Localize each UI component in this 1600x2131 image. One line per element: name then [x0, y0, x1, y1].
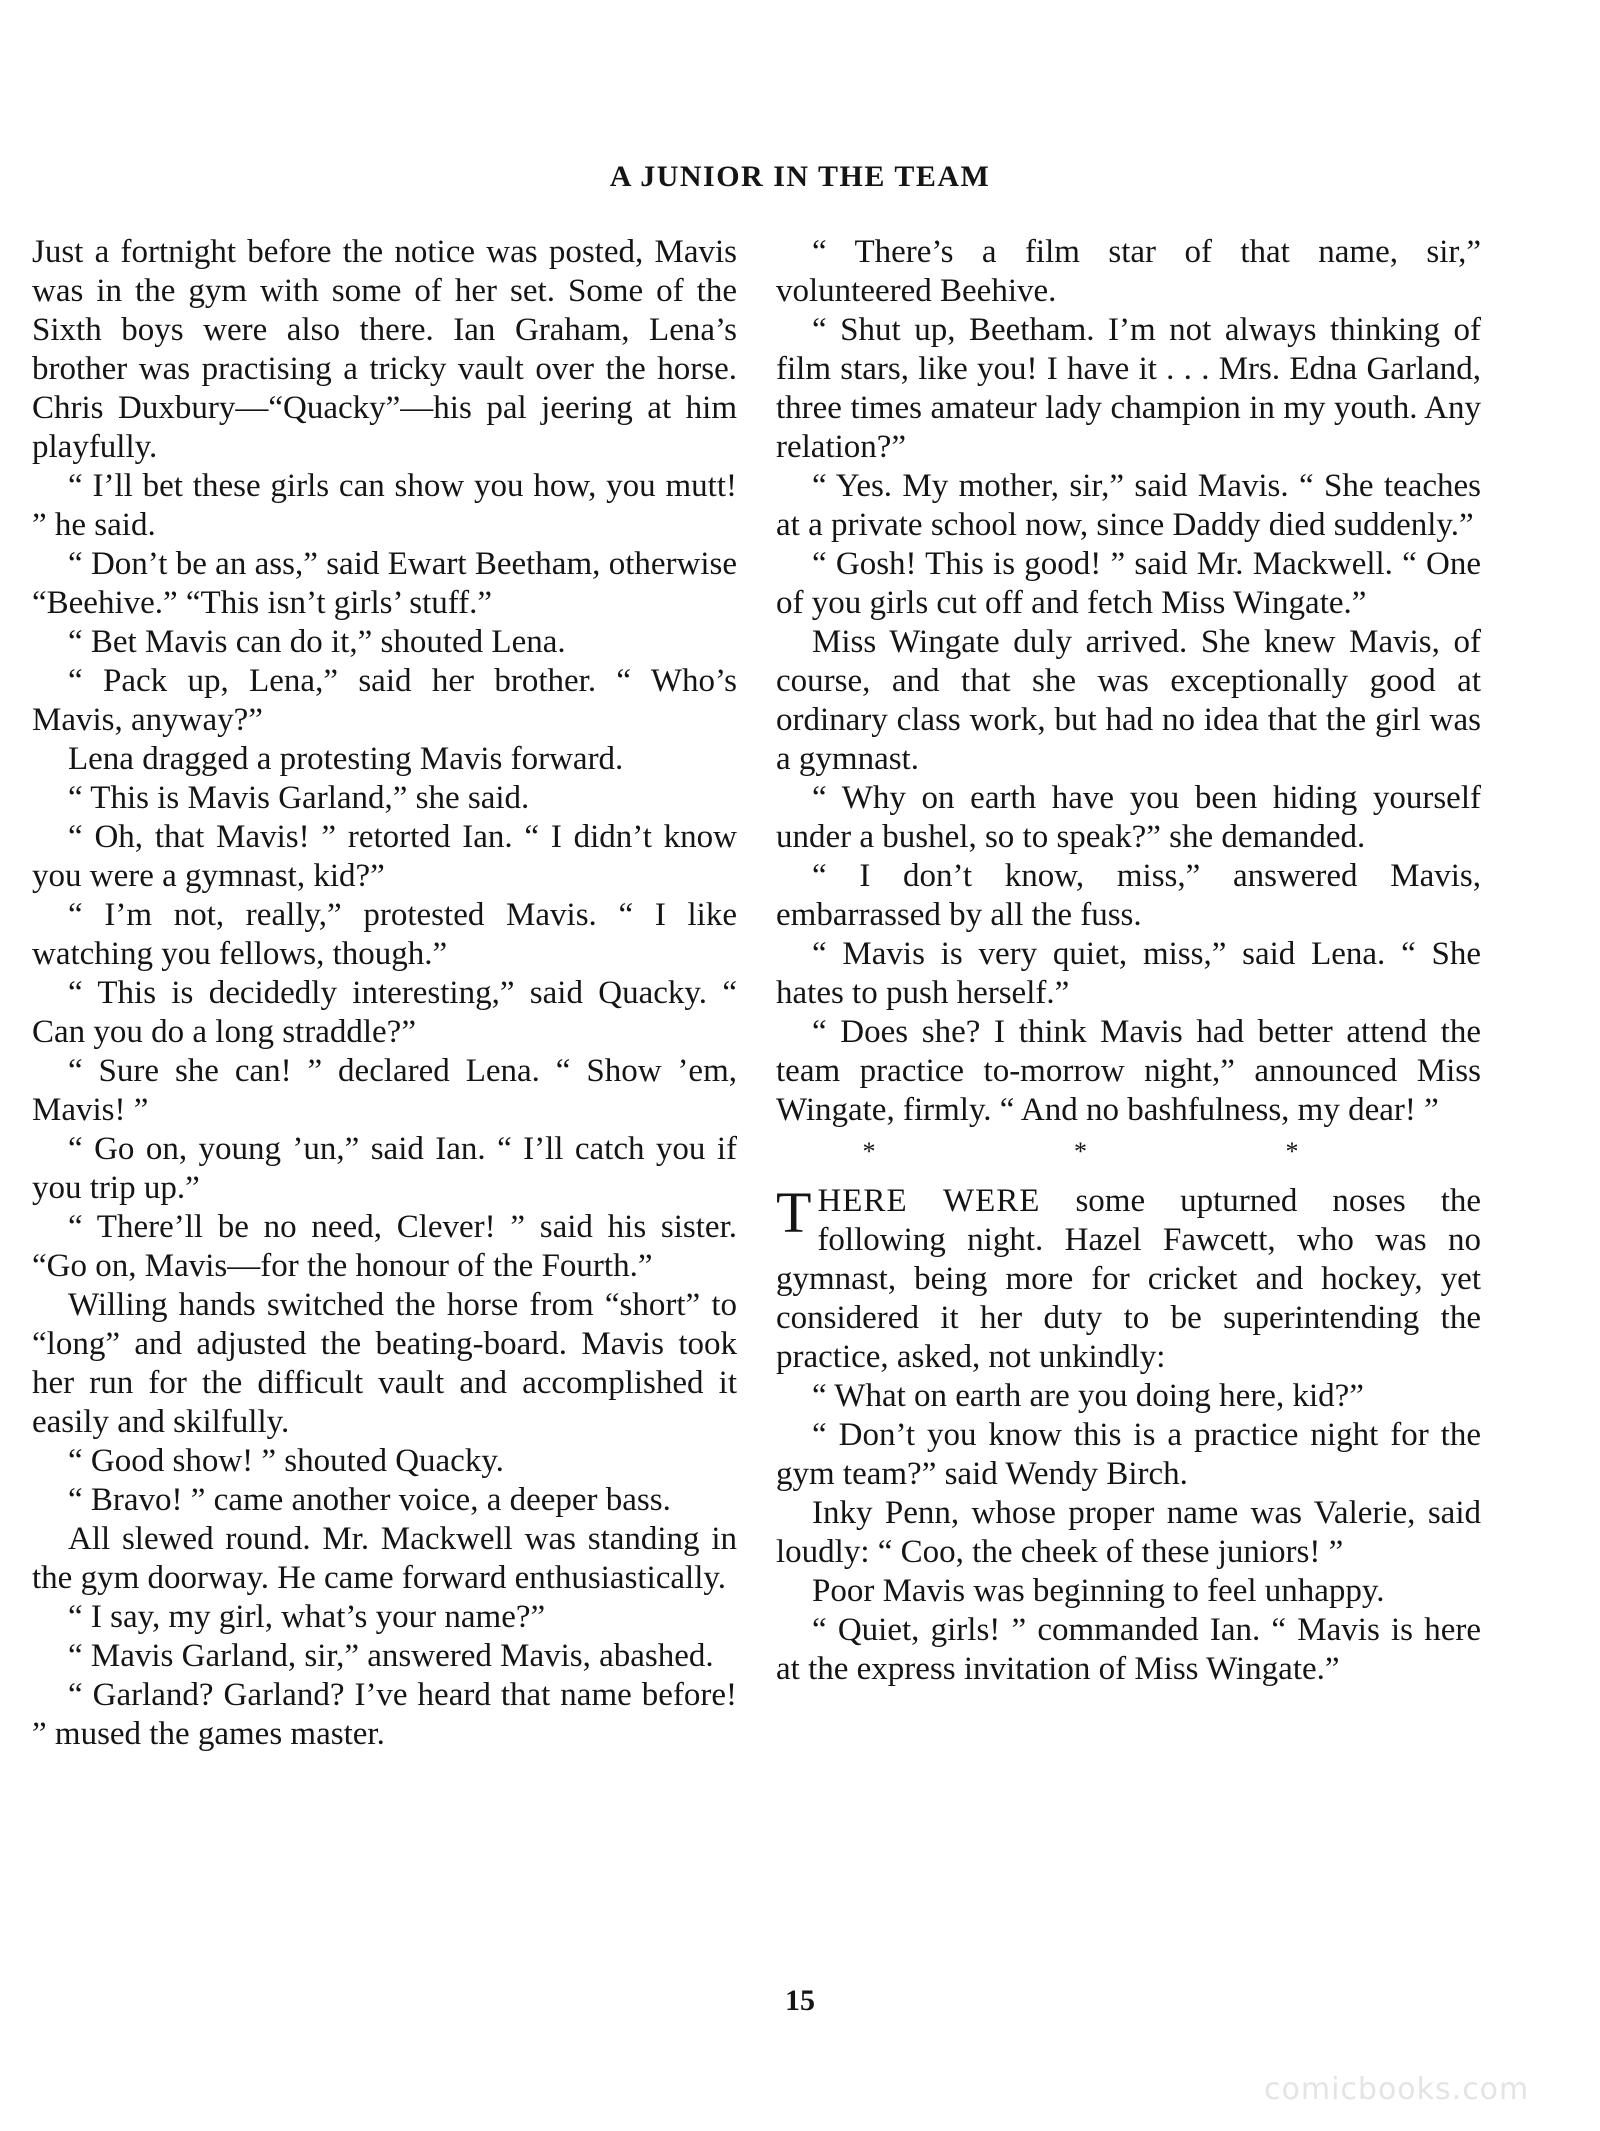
paragraph: “ There’ll be no need, Clever! ” said his sister. “Go on, Mavis—for the honour of the Fourth.” — [32, 1209, 737, 1284]
paragraph: “ Oh, that Mavis! ” retorted Ian. “ I didn’t know you were a gymnast, kid?” — [32, 819, 737, 894]
paragraph: Just a fortnight before the notice was posted, Mavis was in the gym with some of her set. Some of the Sixth boys were also there. Ian Graham, Lena’s brother was practising a tricky vault over the horse. Chris Duxbury—“Quacky”—his pal jeering at him playfully. — [32, 234, 737, 465]
paragraph: “ I don’t know, miss,” answered Mavis, embarrassed by all the fuss. — [776, 858, 1481, 933]
paragraph: “ This is decidedly interesting,” said Quacky. “ Can you do a long straddle?” — [32, 975, 737, 1050]
paragraph: “ Shut up, Beetham. I’m not always thinking of film stars, like you! I have it . . . Mrs. Edna Garland, three times amateur lady champion in my youth. Any relation?” — [776, 312, 1481, 465]
right-column — [776, 233, 1481, 1689]
paragraph: “ Sure she can! ” declared Lena. “ Show ’em, Mavis! ” — [32, 1053, 737, 1128]
paragraph: “ There’s a film star of that name, sir,” volunteered Beehive. — [776, 234, 1481, 309]
paragraph: “ Why on earth have you been hiding yourself under a bushel, so to speak?” she demanded. — [776, 780, 1481, 855]
paragraph: “ I say, my girl, what’s your name?” — [68, 1599, 546, 1635]
paragraph: “ Go on, young ’un,” said Ian. “ I’ll catch you if you trip up.” — [32, 1131, 737, 1206]
watermark: comicbooks.com — [1264, 2072, 1530, 2107]
paragraph: “ Good show! ” shouted Quacky. — [68, 1443, 504, 1479]
paragraph: Willing hands switched the horse from “short” to “long” and adjusted the beating-board. Mavis took her run for the difficult vault and accomplished it easily and skilfully. — [32, 1287, 737, 1440]
opening-paragraph — [776, 1182, 1481, 1377]
left-column — [32, 233, 737, 1754]
paragraph: “ What on earth are you doing here, kid?” — [812, 1378, 1364, 1414]
paragraph: “ Does she? I think Mavis had better attend the team practice to-morrow night,” announced Miss Wingate, firmly. “ And no bashfulness, my dear! ” — [776, 1014, 1481, 1128]
paragraph: “ Bet Mavis can do it,” shouted Lena. — [68, 624, 566, 660]
section-break: * * * — [862, 1137, 1395, 1166]
small-caps-lead: HERE WERE — [817, 1183, 1041, 1219]
paragraph: “ I’m not, really,” protested Mavis. “ I like watching you fellows, though.” — [32, 897, 737, 972]
paragraph: “ Pack up, Lena,” said her brother. “ Who’s Mavis, anyway?” — [32, 663, 737, 738]
paragraph: Miss Wingate duly arrived. She knew Mavis, of course, and that she was exceptionally good at ordinary class work, but had no idea that the girl was a gymnast. — [776, 624, 1481, 777]
paragraph: “ Don’t be an ass,” said Ewart Beetham, otherwise “Beehive.” “This isn’t girls’ stuff.” — [32, 546, 737, 621]
paragraph: “ Mavis Garland, sir,” answered Mavis, abashed. — [68, 1638, 714, 1674]
paragraph: “ This is Mavis Garland,” she said. — [68, 780, 530, 816]
paragraph: “ Don’t you know this is a practice night for the gym team?” said Wendy Birch. — [776, 1417, 1481, 1492]
paragraph: “ I’ll bet these girls can show you how, you mutt! ” he said. — [32, 468, 737, 543]
page-number: 15 — [785, 1984, 815, 2017]
paragraph: Poor Mavis was beginning to feel unhappy. — [812, 1573, 1385, 1609]
paragraph: “ Quiet, girls! ” commanded Ian. “ Mavis is here at the express invitation of Miss Wingate.” — [776, 1612, 1481, 1687]
paragraph: All slewed round. Mr. Mackwell was standing in the gym doorway. He came forward enthusiastically. — [32, 1521, 737, 1596]
paragraph: “ Yes. My mother, sir,” said Mavis. “ She teaches at a private school now, since Daddy died suddenly.” — [776, 468, 1481, 543]
drop-cap: T — [776, 1180, 812, 1245]
paragraph: Lena dragged a protesting Mavis forward. — [68, 741, 624, 777]
opening-text: some upturned noses the following night. Hazel Fawcett, who was no gymnast, being more for cricket and hockey, yet considered it her duty to be superintending the practice, asked, not unkindly: — [776, 1183, 1482, 1375]
paragraph: “ Bravo! ” came another voice, a deeper bass. — [68, 1482, 671, 1518]
paragraph: Inky Penn, whose proper name was Valerie, said loudly: “ Coo, the cheek of these juniors! ” — [776, 1495, 1481, 1570]
paragraph: “ Mavis is very quiet, miss,” said Lena. “ She hates to push herself.” — [776, 936, 1481, 1011]
chapter-title: A JUNIOR IN THE TEAM — [609, 160, 991, 193]
paragraph: “ Gosh! This is good! ” said Mr. Mackwell. “ One of you girls cut off and fetch Miss Wingate.” — [776, 546, 1481, 621]
paragraph: “ Garland? Garland? I’ve heard that name before! ” mused the games master. — [32, 1677, 737, 1752]
